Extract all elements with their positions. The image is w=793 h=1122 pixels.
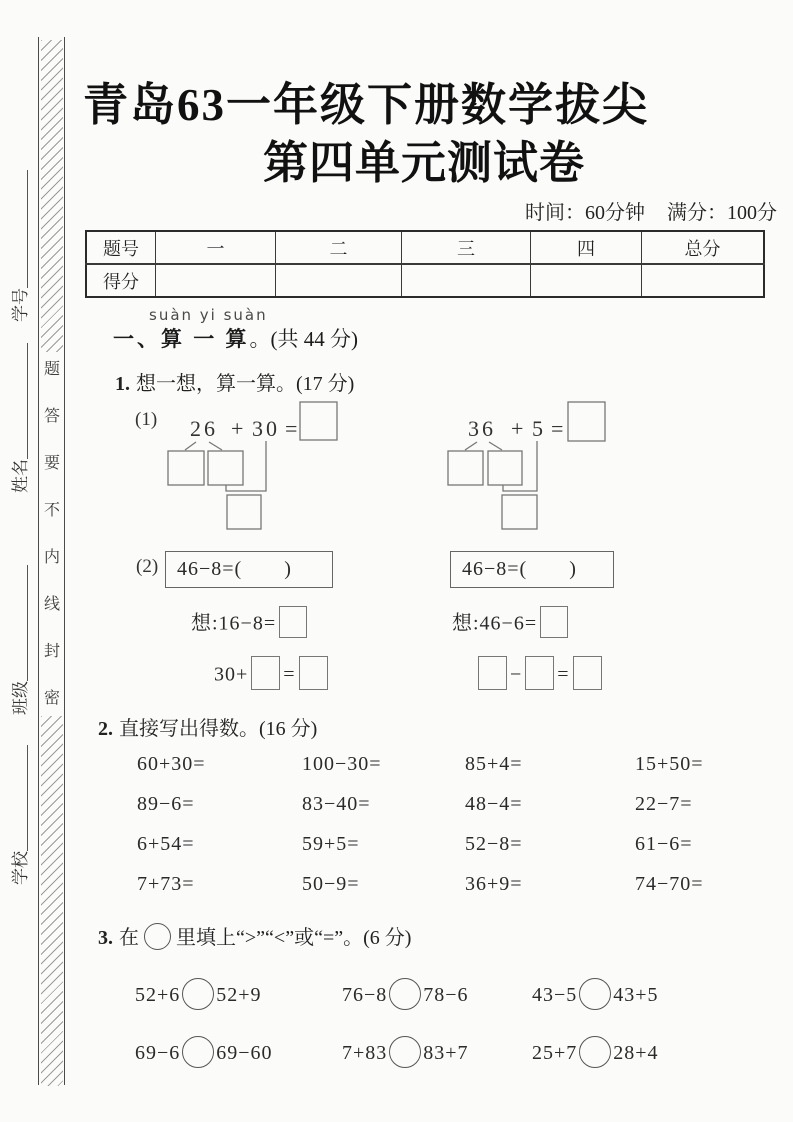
math-problem: 50−9= bbox=[302, 872, 360, 895]
left-expression: 69−6 bbox=[135, 1042, 181, 1064]
operand-b: 5 bbox=[532, 416, 546, 441]
split-line bbox=[185, 442, 196, 450]
minus-sign: − bbox=[510, 663, 523, 686]
math-problem: 52−8= bbox=[465, 832, 523, 855]
equals-sign: = bbox=[551, 416, 567, 441]
framed-problem-left: 46−8=( ) bbox=[165, 551, 333, 588]
section-points: 。(共 44 分) bbox=[249, 327, 358, 351]
seal-notice-char: 要 bbox=[43, 455, 60, 472]
comparison-item bbox=[532, 978, 775, 1010]
operand-a: 36 bbox=[468, 416, 496, 441]
score-cell bbox=[276, 264, 402, 297]
question-text: 里填上“>”“<”或“=”。(6 分) bbox=[176, 927, 412, 949]
paper-title-line1: 青岛63一年级下册数学拔尖 bbox=[83, 80, 650, 130]
score-cell bbox=[402, 264, 531, 297]
question-text: 想一想，算一算。(17 分) bbox=[136, 373, 355, 395]
math-problem: 85+4= bbox=[465, 752, 523, 775]
answer-box bbox=[448, 451, 483, 485]
answer-box bbox=[568, 402, 605, 441]
class-field bbox=[7, 565, 31, 715]
math-problem: 6+54= bbox=[137, 832, 195, 855]
paper-title-line2: 第四单元测试卷 bbox=[263, 138, 586, 188]
equation-text: 30+ bbox=[214, 663, 249, 686]
left-expression: 43−5 bbox=[532, 984, 578, 1006]
seal-border-line-right bbox=[64, 37, 65, 1085]
seal-hatch-bottom bbox=[41, 716, 63, 1086]
score-cell bbox=[156, 264, 276, 297]
student-number-blank bbox=[27, 170, 28, 288]
comparison-circle bbox=[389, 1036, 421, 1068]
operand-b: 30 bbox=[252, 416, 280, 441]
math-problem: 36+9= bbox=[465, 872, 523, 895]
school-label: 学校 bbox=[11, 851, 30, 885]
operand-a: 26 bbox=[190, 416, 218, 441]
school-field bbox=[7, 745, 31, 885]
score-col-header: 一 bbox=[156, 231, 276, 264]
connector-line bbox=[226, 441, 266, 491]
decomposition-diagram-1 bbox=[165, 400, 343, 534]
score-table-header-row bbox=[86, 231, 764, 264]
right-expression: 83+7 bbox=[423, 1042, 469, 1064]
answer-box bbox=[300, 402, 337, 440]
seal-notice-char: 答 bbox=[43, 408, 60, 425]
paper-meta bbox=[85, 196, 777, 225]
part-2-label: (2) bbox=[136, 556, 159, 577]
connector-line bbox=[503, 441, 537, 491]
school-blank bbox=[27, 745, 28, 851]
question-text: 在 bbox=[119, 927, 139, 949]
seal-border-line-left bbox=[38, 37, 39, 1085]
score-col-header: 三 bbox=[402, 231, 531, 264]
seal-notice-char: 不 bbox=[43, 502, 60, 519]
class-blank bbox=[27, 565, 28, 681]
name-field bbox=[7, 343, 31, 493]
math-problem: 22−7= bbox=[635, 792, 693, 815]
right-expression: 78−6 bbox=[423, 984, 469, 1006]
section-pinyin: suàn yi suàn bbox=[149, 306, 268, 324]
left-expression: 76−8 bbox=[342, 984, 388, 1006]
seal-hatch-top bbox=[41, 40, 63, 352]
math-problem: 15+50= bbox=[635, 752, 704, 775]
mental-math-grid bbox=[137, 744, 765, 904]
answer-box bbox=[525, 656, 554, 690]
seal-notice-char: 内 bbox=[43, 549, 60, 566]
math-problem: 59+5= bbox=[302, 832, 360, 855]
seal-notice-char: 线 bbox=[43, 596, 60, 613]
answer-box bbox=[168, 451, 204, 485]
answer-box bbox=[540, 606, 568, 638]
part-1-label: (1) bbox=[135, 409, 158, 430]
think-text: 想:16−8= bbox=[191, 612, 277, 635]
score-col-header: 二 bbox=[276, 231, 402, 264]
comparison-row bbox=[135, 1030, 775, 1074]
section-number: 一、 bbox=[113, 327, 161, 351]
right-expression: 28+4 bbox=[613, 1042, 659, 1064]
answer-box bbox=[227, 495, 261, 529]
comparison-item bbox=[532, 1036, 775, 1068]
math-problem: 48−4= bbox=[465, 792, 523, 815]
equals-sign: = bbox=[557, 663, 570, 686]
score-col-header: 题号 bbox=[86, 231, 156, 264]
seal-notice-char: 密 bbox=[43, 690, 60, 707]
answer-box bbox=[488, 451, 522, 485]
seal-notice-text bbox=[40, 356, 64, 708]
answer-box bbox=[251, 656, 280, 690]
comparison-circle bbox=[389, 978, 421, 1010]
comparison-circle bbox=[579, 978, 611, 1010]
name-blank bbox=[27, 343, 28, 459]
right-expression: 52+9 bbox=[216, 984, 262, 1006]
split-line bbox=[465, 442, 477, 450]
section-title: 算 一 算 bbox=[161, 327, 250, 351]
math-problem: 61−6= bbox=[635, 832, 693, 855]
score-table bbox=[85, 230, 765, 298]
time-limit: 时间：60分钟 bbox=[525, 202, 645, 224]
comparison-item bbox=[342, 978, 532, 1010]
class-label: 班级 bbox=[11, 681, 30, 715]
split-line bbox=[489, 442, 502, 450]
right-expression: 69−60 bbox=[216, 1042, 273, 1064]
think-line-left bbox=[191, 606, 309, 644]
full-score: 满分：100分 bbox=[667, 202, 777, 224]
score-col-header: 总分 bbox=[642, 231, 765, 264]
plus-sign: + bbox=[511, 416, 527, 441]
student-number-label: 学号 bbox=[11, 288, 30, 322]
comparison-item bbox=[135, 1036, 342, 1068]
student-number-field bbox=[7, 170, 31, 322]
question-1-heading bbox=[115, 367, 354, 396]
fill-line-right bbox=[475, 656, 605, 696]
question-number: 1. bbox=[115, 373, 130, 395]
math-problem: 60+30= bbox=[137, 752, 206, 775]
seal-notice-char: 封 bbox=[43, 643, 60, 660]
think-text: 想:46−6= bbox=[452, 612, 538, 635]
answer-box bbox=[502, 495, 537, 529]
answer-box bbox=[573, 656, 602, 690]
section-one-heading bbox=[113, 323, 358, 353]
answer-box bbox=[279, 606, 307, 638]
question-text: 直接写出得数。(16 分) bbox=[119, 718, 318, 740]
math-problem: 89−6= bbox=[137, 792, 195, 815]
score-col-header: 四 bbox=[531, 231, 642, 264]
equals-sign: = bbox=[285, 416, 301, 441]
left-expression: 7+83 bbox=[342, 1042, 388, 1064]
comparison-item bbox=[342, 1036, 532, 1068]
fill-line-left bbox=[214, 656, 331, 696]
left-expression: 25+7 bbox=[532, 1042, 578, 1064]
score-table-score-row bbox=[86, 264, 764, 297]
left-expression: 52+6 bbox=[135, 984, 181, 1006]
question-number: 2. bbox=[98, 718, 113, 740]
score-cell bbox=[642, 264, 765, 297]
answer-box bbox=[208, 451, 243, 485]
math-problem: 100−30= bbox=[302, 752, 382, 775]
question-2-heading bbox=[98, 712, 317, 741]
equals-sign: = bbox=[283, 663, 296, 686]
framed-problem-right: 46−8=( ) bbox=[450, 551, 614, 588]
right-expression: 43+5 bbox=[613, 984, 659, 1006]
question-number: 3. bbox=[98, 927, 113, 949]
answer-box bbox=[299, 656, 328, 690]
think-line-right bbox=[452, 606, 570, 644]
comparison-circle bbox=[579, 1036, 611, 1068]
comparison-row bbox=[135, 972, 775, 1016]
math-problem: 83−40= bbox=[302, 792, 371, 815]
question-3-heading bbox=[98, 921, 411, 950]
comparison-circle-icon bbox=[144, 923, 171, 950]
seal-notice-char: 题 bbox=[43, 361, 60, 378]
decomposition-diagram-2 bbox=[432, 400, 610, 534]
split-line bbox=[209, 442, 222, 450]
score-row-label: 得分 bbox=[86, 264, 156, 297]
comparison-circle bbox=[182, 978, 214, 1010]
name-label: 姓名 bbox=[11, 459, 30, 493]
math-problem: 74−70= bbox=[635, 872, 704, 895]
math-problem: 7+73= bbox=[137, 872, 195, 895]
plus-sign: + bbox=[231, 416, 247, 441]
score-cell bbox=[531, 264, 642, 297]
answer-box bbox=[478, 656, 507, 690]
comparison-circle bbox=[182, 1036, 214, 1068]
comparison-item bbox=[135, 978, 342, 1010]
test-paper bbox=[85, 0, 777, 1122]
